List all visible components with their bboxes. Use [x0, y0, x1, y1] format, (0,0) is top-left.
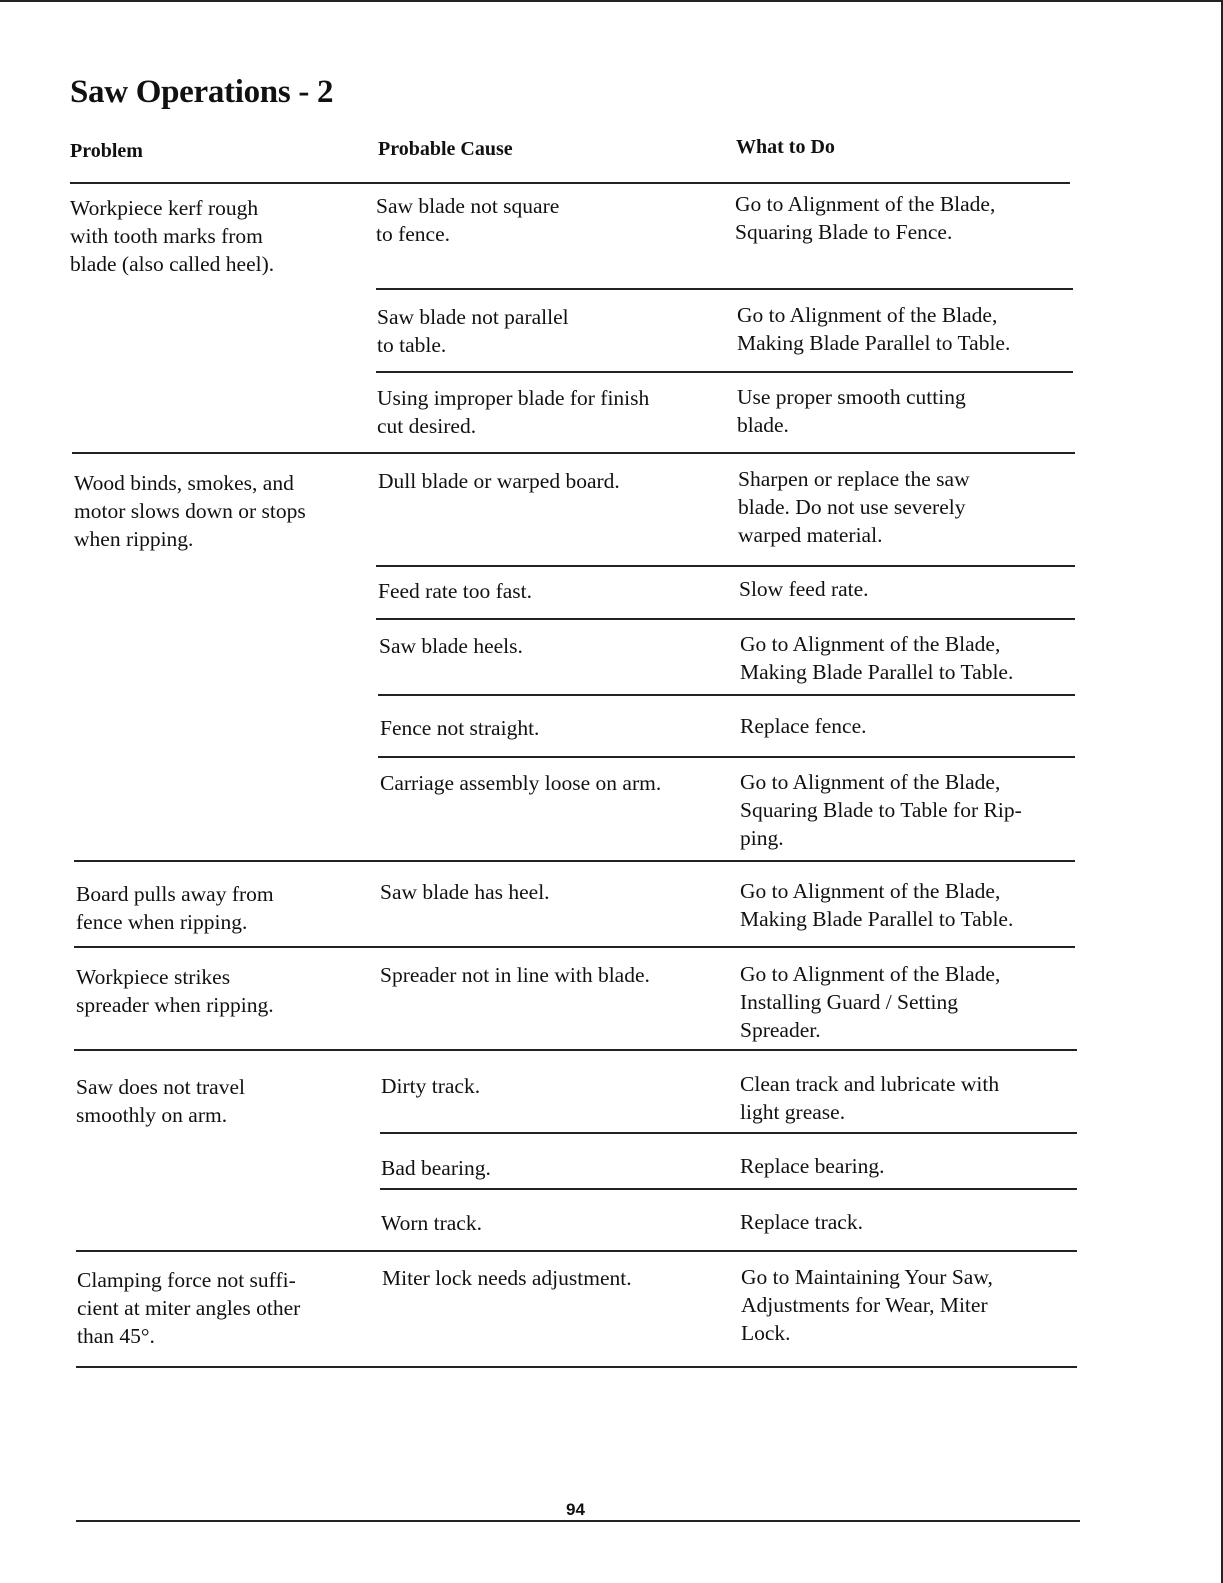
text-line: motor slows down or stops — [74, 499, 306, 523]
text-line: Go to Alignment of the Blade, — [740, 962, 1001, 986]
cause-cell — [376, 192, 559, 248]
todo-cell — [740, 712, 867, 740]
problem-board-pulls-away — [76, 880, 274, 936]
group-divider — [72, 452, 1075, 454]
text-line: fence when ripping. — [76, 910, 248, 934]
row-divider — [380, 1188, 1077, 1190]
row-divider — [378, 694, 1075, 696]
todo-cell — [739, 575, 869, 603]
text-line: Replace fence. — [740, 714, 867, 738]
cause-cell — [381, 1072, 480, 1100]
text-line: Spreader not in line with blade. — [380, 963, 650, 987]
text-line: when ripping. — [74, 527, 194, 551]
table-bottom-rule — [76, 1366, 1077, 1368]
column-header-problem: Problem — [70, 140, 143, 162]
cause-cell — [380, 961, 650, 989]
problem-wood-binds — [74, 469, 306, 553]
todo-cell — [738, 465, 970, 549]
text-line: Adjustments for Wear, Miter — [741, 1293, 988, 1317]
text-line: Lock. — [741, 1321, 791, 1345]
text-line: ping. — [740, 826, 784, 850]
todo-cell — [741, 1263, 993, 1347]
text-line: Go to Alignment of the Blade, — [740, 632, 1001, 656]
text-line: Bad bearing. — [381, 1156, 491, 1180]
cause-cell — [379, 632, 523, 660]
text-line: Go to Alignment of the Blade, — [735, 192, 996, 216]
todo-cell — [740, 630, 1013, 686]
todo-cell — [740, 1070, 999, 1126]
column-header-what-to-do: What to Do — [736, 136, 835, 158]
group-divider — [74, 946, 1075, 948]
text-line: Workpiece strikes — [76, 965, 231, 989]
table-header-rule — [70, 182, 1070, 184]
text-line: than 45°. — [77, 1324, 155, 1348]
text-line: Squaring Blade to Fence. — [735, 220, 953, 244]
text-line: Fence not straight. — [380, 716, 540, 740]
text-line: to fence. — [376, 222, 451, 246]
text-line: cient at miter angles other — [77, 1296, 301, 1320]
row-divider — [380, 1132, 1077, 1134]
cause-cell — [377, 303, 569, 359]
todo-cell — [737, 301, 1010, 357]
cause-cell — [381, 1154, 491, 1182]
text-line: Go to Alignment of the Blade, — [737, 303, 998, 327]
row-divider — [378, 756, 1075, 758]
footer-rule — [76, 1520, 1080, 1522]
todo-cell — [740, 1152, 884, 1180]
text-line: Using improper blade for finish — [377, 386, 650, 410]
text-line: smoothly on arm. — [76, 1103, 228, 1127]
todo-cell — [735, 190, 995, 246]
page-title: Saw Operations - 2 — [70, 74, 334, 110]
text-line: Slow feed rate. — [739, 577, 869, 601]
text-line: Making Blade Parallel to Table. — [737, 331, 1011, 355]
text-line: Clean track and lubricate with — [740, 1072, 1000, 1096]
row-divider — [376, 371, 1073, 373]
row-divider — [376, 618, 1075, 620]
text-line: Squaring Blade to Table for Rip- — [740, 798, 1022, 822]
problem-kerf-rough — [70, 194, 274, 278]
row-divider — [376, 288, 1073, 290]
cause-cell — [378, 577, 532, 605]
text-line: Miter lock needs adjustment. — [382, 1266, 632, 1290]
text-line: with tooth marks from — [70, 224, 263, 248]
text-line: to table. — [377, 333, 447, 357]
text-line: spreader when ripping. — [76, 993, 274, 1017]
page-number: 94 — [566, 1500, 585, 1519]
text-line: Saw blade not parallel — [377, 305, 569, 329]
text-line: Replace track. — [740, 1210, 863, 1234]
cause-cell — [382, 1264, 632, 1292]
text-line: blade. — [737, 413, 789, 437]
problem-workpiece-strikes-spreader — [76, 963, 274, 1019]
text-line: Go to Alignment of the Blade, — [740, 770, 1001, 794]
text-line: Carriage assembly loose on arm. — [380, 771, 662, 795]
group-divider — [74, 1049, 1077, 1051]
text-line: Saw does not travel — [76, 1075, 245, 1099]
text-line: cut desired. — [377, 414, 477, 438]
text-line: Saw blade not square — [376, 194, 560, 218]
column-header-probable-cause: Probable Cause — [378, 138, 513, 160]
text-line: Board pulls away from — [76, 882, 274, 906]
cause-cell — [381, 1209, 482, 1237]
cause-cell — [378, 467, 620, 495]
text-line: blade (also called heel). — [70, 252, 275, 276]
group-divider — [76, 1250, 1077, 1252]
todo-cell — [740, 960, 1000, 1044]
text-line: Wood binds, smokes, and — [74, 471, 294, 495]
text-line: Worn track. — [381, 1211, 482, 1235]
text-line: Saw blade has heel. — [380, 880, 550, 904]
text-line: light grease. — [740, 1100, 846, 1124]
text-line: Installing Guard / Setting — [740, 990, 958, 1014]
text-line: Sharpen or replace the saw — [738, 467, 970, 491]
text-line: Feed rate too fast. — [378, 579, 533, 603]
text-line: Making Blade Parallel to Table. — [740, 907, 1014, 931]
todo-cell — [737, 383, 966, 439]
text-line: Saw blade heels. — [379, 634, 523, 658]
todo-cell — [740, 877, 1013, 933]
group-divider — [74, 860, 1075, 862]
row-divider — [376, 565, 1075, 567]
page-frame-top — [0, 0, 1223, 2]
text-line: Workpiece kerf rough — [70, 196, 259, 220]
todo-cell — [740, 1208, 863, 1236]
text-line: warped material. — [738, 523, 883, 547]
todo-cell — [740, 768, 1022, 852]
text-line: Replace bearing. — [740, 1154, 885, 1178]
text-line: Clamping force not suffi- — [77, 1268, 296, 1292]
text-line: Making Blade Parallel to Table. — [740, 660, 1014, 684]
text-line: Dirty track. — [381, 1074, 481, 1098]
cause-cell — [377, 384, 649, 440]
text-line: Go to Alignment of the Blade, — [740, 879, 1001, 903]
cause-cell — [380, 769, 661, 797]
text-line: Spreader. — [740, 1018, 821, 1042]
cause-cell — [380, 714, 539, 742]
cause-cell — [380, 878, 550, 906]
text-line: blade. Do not use severely — [738, 495, 966, 519]
text-line: Dull blade or warped board. — [378, 469, 620, 493]
text-line: Go to Maintaining Your Saw, — [741, 1265, 993, 1289]
problem-saw-does-not-travel — [76, 1073, 245, 1129]
text-line: Use proper smooth cutting — [737, 385, 966, 409]
problem-clamping-force — [77, 1266, 300, 1350]
